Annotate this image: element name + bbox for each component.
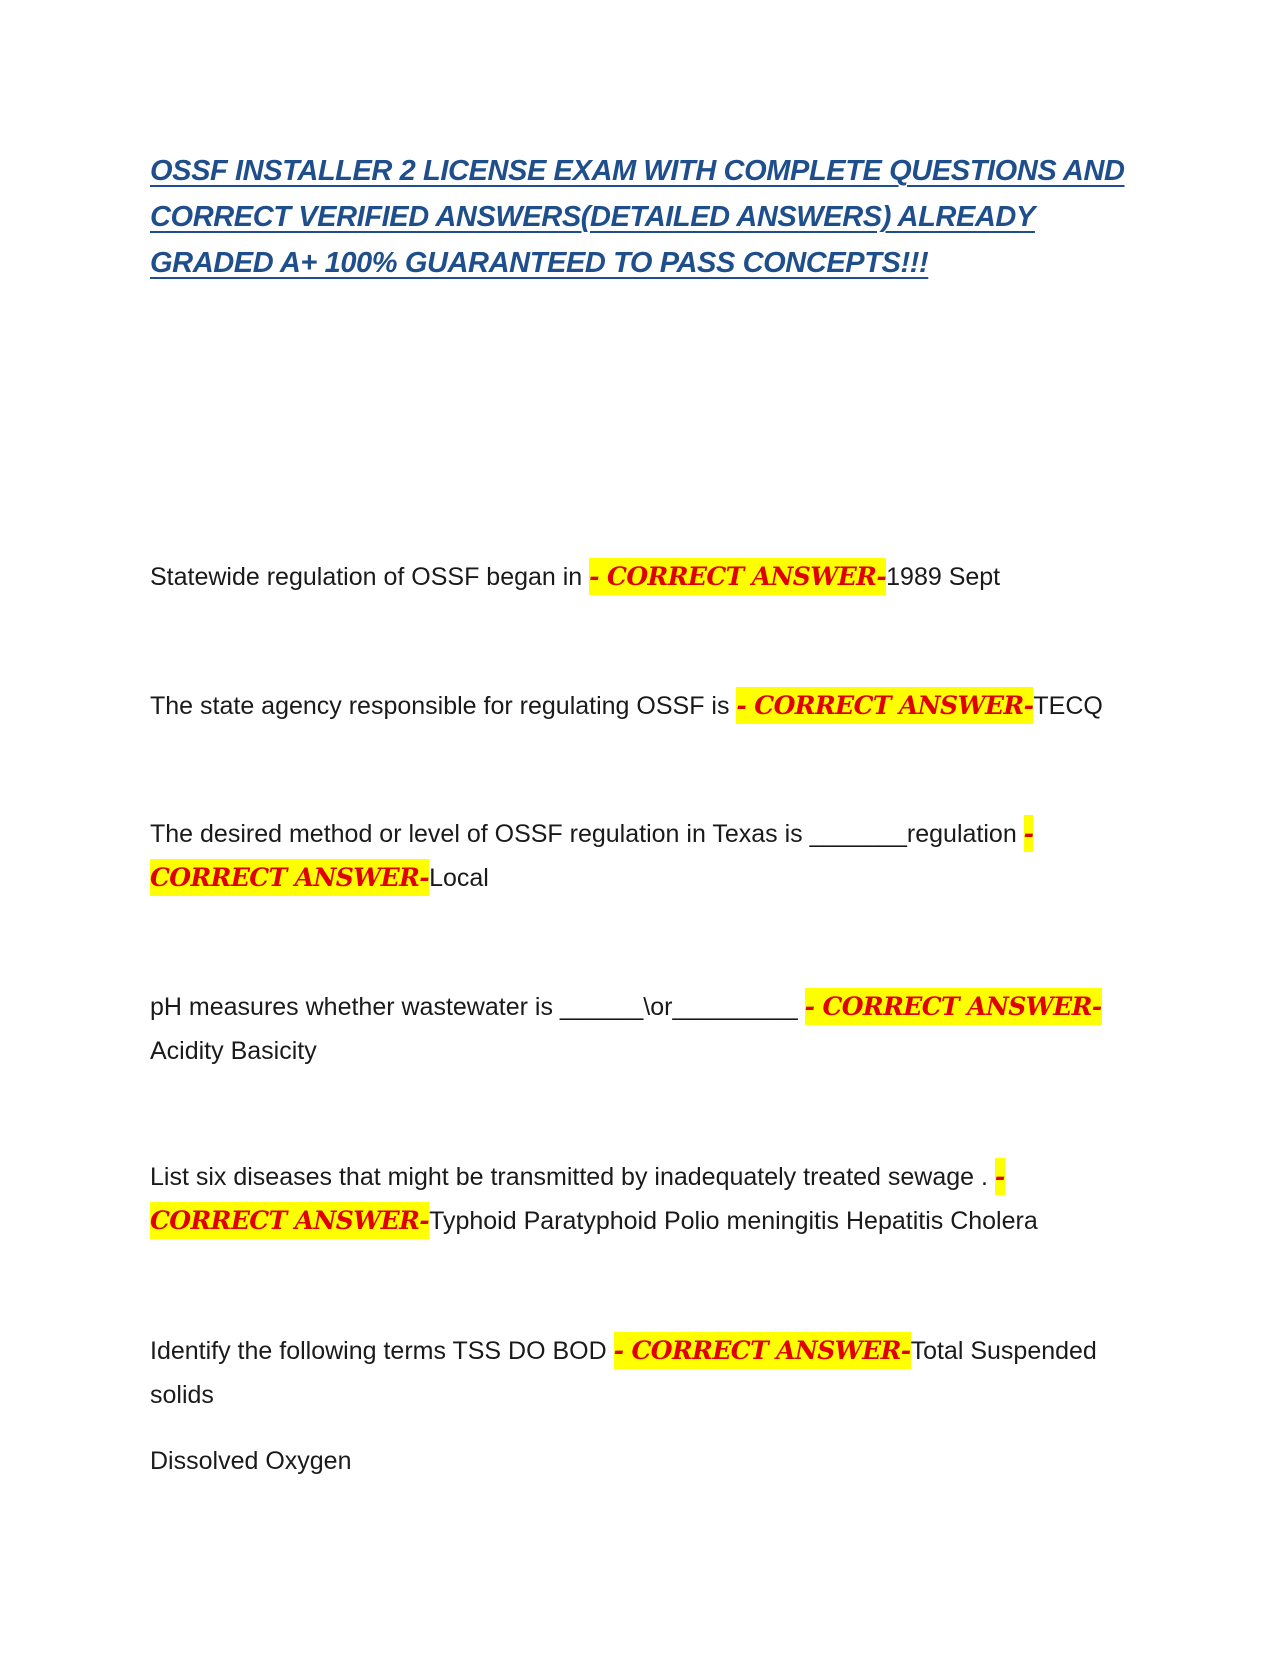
qa-item-4 [150, 985, 1140, 1073]
answer-text: TECQ [1033, 692, 1103, 720]
correct-answer-marker: - CORRECT ANSWER- [614, 1332, 911, 1369]
qa-item-2 [150, 684, 1140, 728]
question-text: Identify the following terms TSS DO BOD [150, 1337, 614, 1365]
document-title: OSSF INSTALLER 2 LICENSE EXAM WITH COMPLETE QUESTIONS AND CORRECT VERIFIED ANSWERS(DETAILED ANSWERS) ALREADY GRADED A+ 100% GUARANTEED TO PASS CONCEPTS!!! [150, 155, 1125, 279]
correct-answer-marker: - CORRECT ANSWER- [150, 815, 1033, 896]
question-text: pH measures whether wastewater is ______\or_________ [150, 993, 805, 1021]
extra-line: Dissolved Oxygen [150, 1447, 352, 1475]
qa-item-1 [150, 555, 1140, 599]
correct-answer-marker: - CORRECT ANSWER- [150, 1158, 1005, 1239]
correct-answer-marker: - CORRECT ANSWER- [736, 687, 1033, 724]
answer-text: Typhoid Paratyphoid Polio meningitis Hepatitis Cholera [429, 1207, 1038, 1235]
question-text: The state agency responsible for regulating OSSF is [150, 692, 737, 720]
answer-text: Total Suspended solids [150, 1337, 1097, 1409]
question-text: Statewide regulation of OSSF began in [150, 563, 590, 591]
qa-item-3 [150, 812, 1140, 900]
document-page [150, 0, 1130, 1656]
question-text: List six diseases that might be transmitted by inadequately treated sewage . [150, 1163, 995, 1191]
answer-text: Local [429, 864, 489, 892]
correct-answer-marker: - CORRECT ANSWER- [805, 988, 1102, 1025]
qa-item-5 [150, 1155, 1140, 1243]
correct-answer-marker: - CORRECT ANSWER- [589, 558, 886, 595]
qa-item-6 [150, 1329, 1140, 1417]
answer-text: 1989 Sept [886, 563, 1001, 591]
answer-text: Acidity Basicity [150, 1037, 317, 1065]
question-text: The desired method or level of OSSF regulation in Texas is _______regulation [150, 820, 1024, 848]
